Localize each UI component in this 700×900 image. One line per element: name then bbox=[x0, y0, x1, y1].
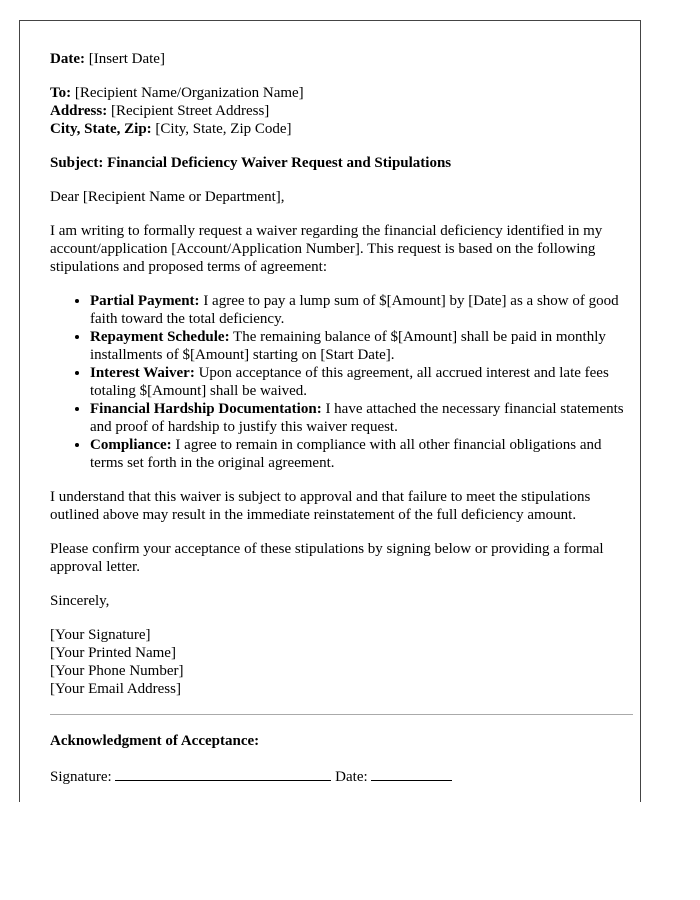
list-item bbox=[90, 436, 635, 472]
understanding-paragraph: I understand that this waiver is subject to approval and that failure to meet the stipulations outlined above may result in the immediate reinstatement of the full deficiency amount. bbox=[50, 489, 591, 523]
signature-blank[interactable] bbox=[115, 766, 331, 781]
email-line: [Your Email Address] bbox=[50, 681, 181, 697]
stipulation-text: I agree to remain in compliance with all other financial obligations and terms set forth in the original agreement. bbox=[90, 437, 602, 471]
date-field-label: Date: bbox=[335, 769, 368, 785]
signature-block bbox=[50, 626, 635, 698]
acknowledgment-heading bbox=[50, 732, 635, 750]
to-label: To: bbox=[50, 85, 72, 101]
date-blank[interactable] bbox=[371, 766, 452, 781]
stipulation-term: Interest Waiver: bbox=[90, 365, 195, 381]
divider bbox=[50, 714, 633, 715]
intro-paragraph: I am writing to formally request a waiver regarding the financial deficiency identified in my account/application [Account/Application Number]. This request is based on the following stipulations and proposed terms of agreement: bbox=[50, 223, 603, 275]
stipulation-term: Compliance: bbox=[90, 437, 172, 453]
date-label: Date: bbox=[50, 51, 85, 67]
stipulation-term: Repayment Schedule: bbox=[90, 329, 230, 345]
list-item bbox=[90, 364, 635, 400]
stipulation-text: Upon acceptance of this agreement, all accrued interest and late fees totaling $[Amount] shall be waived. bbox=[90, 365, 609, 399]
recipient-block bbox=[50, 84, 635, 138]
stipulation-text: The remaining balance of $[Amount] shall be paid in monthly installments of $[Amount] starting on [Start Date]. bbox=[90, 329, 606, 363]
city-line bbox=[50, 120, 635, 138]
letter-page bbox=[19, 20, 641, 802]
address-label: Address: bbox=[50, 103, 108, 119]
acknowledgment-heading-text: Acknowledgment of Acceptance: bbox=[50, 733, 260, 749]
closing: Sincerely, bbox=[50, 593, 110, 609]
stipulations-list bbox=[50, 292, 635, 472]
list-item bbox=[90, 328, 635, 364]
subject-line bbox=[50, 154, 635, 172]
stipulation-text: I have attached the necessary financial statements and proof of hardship to justify this waiver request. bbox=[90, 401, 624, 435]
phone-line: [Your Phone Number] bbox=[50, 663, 184, 679]
signature-label: Signature: bbox=[50, 769, 112, 785]
city-label: City, State, Zip: bbox=[50, 121, 152, 137]
to-line bbox=[50, 84, 635, 102]
acknowledgment-signature-row bbox=[50, 766, 635, 786]
address-value: [Recipient Street Address] bbox=[110, 103, 270, 119]
date-line bbox=[50, 50, 635, 68]
date-value: [Insert Date] bbox=[88, 51, 165, 67]
stipulation-text: I agree to pay a lump sum of $[Amount] by [Date] as a show of good faith toward the total deficiency. bbox=[90, 293, 619, 327]
printed-name-line: [Your Printed Name] bbox=[50, 645, 176, 661]
letter-content bbox=[50, 50, 635, 786]
to-value: [Recipient Name/Organization Name] bbox=[74, 85, 304, 101]
list-item bbox=[90, 400, 635, 436]
confirmation-paragraph: Please confirm your acceptance of these stipulations by signing below or providing a formal approval letter. bbox=[50, 541, 604, 575]
address-line bbox=[50, 102, 635, 120]
city-value: [City, State, Zip Code] bbox=[155, 121, 292, 137]
signature-line: [Your Signature] bbox=[50, 627, 151, 643]
stipulation-term: Financial Hardship Documentation: bbox=[90, 401, 322, 417]
stipulation-term: Partial Payment: bbox=[90, 293, 200, 309]
salutation: Dear [Recipient Name or Department], bbox=[50, 189, 285, 205]
subject-text: Subject: Financial Deficiency Waiver Request and Stipulations bbox=[50, 155, 452, 171]
list-item bbox=[90, 292, 635, 328]
